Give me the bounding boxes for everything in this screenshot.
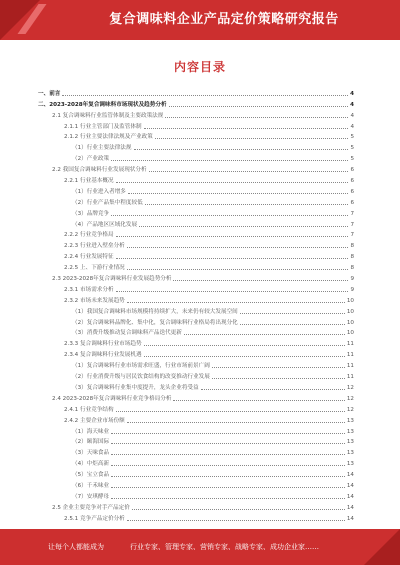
toc-page-number: 13 <box>346 461 354 468</box>
toc-entry-text: 2.2.4 行业发展特征 <box>64 254 114 261</box>
toc-entry-text: （2）行业消费升级与居民饮食结构的改变推动行业发展 <box>72 374 210 381</box>
toc-entry-text: （3）复合调味料行业集中度提升，龙头企业将受益 <box>72 384 199 391</box>
toc-page-number: 7 <box>350 232 354 239</box>
toc-dot-leader <box>144 356 345 357</box>
toc-page-number: 14 <box>346 493 354 500</box>
toc-dot-leader <box>111 476 345 477</box>
toc-entry-text: 2.5 企业主要竞争对手产品定价 <box>52 504 130 511</box>
toc-entry-text: （3）品牌竞争 <box>72 210 110 217</box>
toc-entry[interactable] <box>38 500 354 511</box>
toc-entry-text: 2.2.2 行业竞争格局 <box>64 232 114 239</box>
toc-entry-text: 2.3.3 复合调味料行业市场趋势 <box>64 341 142 348</box>
toc-dot-leader <box>212 367 345 368</box>
toc-page-number: 4 <box>350 112 354 119</box>
toc-entry-text: 2.1.1 行业主管部门及监管体制 <box>64 123 142 130</box>
toc-page-number: 9 <box>350 276 354 283</box>
toc-page-number: 10 <box>346 308 354 315</box>
toc-entry-text: （4）中炬高新 <box>72 461 110 468</box>
toc-entry[interactable] <box>38 119 354 130</box>
toc-dot-leader <box>127 520 345 521</box>
toc-page-number: 6 <box>350 199 354 206</box>
toc-page-number: 14 <box>346 472 354 479</box>
toc-page-number: 7 <box>350 221 354 228</box>
toc-page-number: 4 <box>350 101 354 108</box>
toc-page-number: 11 <box>346 363 354 370</box>
toc-entry-text: （1）海天味业 <box>72 428 110 435</box>
toc-dot-leader <box>155 138 349 139</box>
toc-page-number: 8 <box>350 243 354 250</box>
toc-page-number: 7 <box>350 210 354 217</box>
toc-entry-text: 2.3.2 市场未来发展趋势 <box>64 297 125 304</box>
toc-page-number: 13 <box>346 439 354 446</box>
toc-entry[interactable] <box>38 130 354 141</box>
toc-entry[interactable] <box>38 217 354 228</box>
toc-dot-leader <box>173 280 348 281</box>
toc-entry[interactable] <box>38 456 354 467</box>
toc-dot-leader <box>127 422 345 423</box>
toc-entry-text: 2.3 2023-2028年复合调味料行业发展趋势分析 <box>52 276 172 283</box>
toc-entry-text: （2）行业产品集中程度较低 <box>72 199 143 206</box>
toc-dot-leader <box>111 443 345 444</box>
toc-heading: 内容目录 <box>173 60 226 74</box>
toc-dot-leader <box>184 334 345 335</box>
toc-page-number: 13 <box>346 428 354 435</box>
toc-entry-text: 二、2023-2028年复合调味料市场现状及趋势分析 <box>38 101 167 108</box>
toc-entry[interactable] <box>38 478 354 489</box>
toc-entry-text: （6）千禾味业 <box>72 482 110 489</box>
toc-page-number: 14 <box>346 482 354 489</box>
toc-entry-text: （1）我国复合调味料市场规模将持续扩大，未来仍有较大发展空间 <box>72 308 238 315</box>
toc-page-number: 5 <box>350 134 354 141</box>
toc-page-number: 8 <box>350 265 354 272</box>
toc-dot-leader <box>240 313 345 314</box>
footer-slogan-right: 行业专家、管理专家、营销专家、战略专家、成功企业家…… <box>130 543 319 551</box>
toc-entry[interactable] <box>38 195 354 206</box>
toc-entry[interactable] <box>38 271 354 282</box>
toc-page-number: 12 <box>346 406 354 413</box>
toc-entry[interactable] <box>38 380 354 391</box>
toc-dot-leader <box>134 149 349 150</box>
toc-dot-leader <box>111 487 345 488</box>
toc-dot-leader <box>111 215 348 216</box>
toc-page-number: 13 <box>346 450 354 457</box>
toc-entry[interactable] <box>38 489 354 500</box>
toc-entry[interactable] <box>38 336 354 347</box>
toc-dot-leader <box>116 258 349 259</box>
toc-entry-text: （1）复合调味料行业市场需求旺盛，行业市场前景广阔 <box>72 363 210 370</box>
toc-entry[interactable] <box>38 228 354 239</box>
toc-entry-text: （3）消费升级推动复合调味料产品迭代更新 <box>72 330 182 337</box>
toc-entry-text: （4）产品地区区域化发展 <box>72 221 138 228</box>
toc-page-number: 5 <box>350 145 354 152</box>
toc-page-number: 5 <box>350 156 354 163</box>
toc-entry-text: 2.4 2023-2028年复合调味料行业竞争格局分析 <box>52 395 172 402</box>
toc-dot-leader <box>169 106 349 107</box>
toc-entry[interactable] <box>38 424 354 435</box>
toc-entry[interactable] <box>38 282 354 293</box>
toc-page-number: 10 <box>346 330 354 337</box>
toc-entry-text: 2.4.1 行业竞争结构 <box>64 406 114 413</box>
toc-entry-text: （7）安琪酵母 <box>72 493 110 500</box>
toc-entry-text: （3）天味食品 <box>72 450 110 457</box>
toc-entry[interactable] <box>38 467 354 478</box>
toc-entry-text: 2.4.2 主要企业市场份额 <box>64 417 125 424</box>
toc-dot-leader <box>149 171 349 172</box>
toc-entry[interactable] <box>38 445 354 456</box>
toc-entry[interactable] <box>38 140 354 151</box>
toc-entry[interactable] <box>38 86 354 97</box>
toc-page-number: 6 <box>350 188 354 195</box>
toc-entry[interactable] <box>38 184 354 195</box>
toc-dot-leader <box>127 302 345 303</box>
toc-entry-text: （2）产业政策 <box>72 156 110 163</box>
toc-entry[interactable] <box>38 206 354 217</box>
toc-dot-leader <box>145 204 349 205</box>
toc-entry-text: 2.3.1 市场需求分析 <box>64 286 114 293</box>
toc-dot-leader <box>127 247 349 248</box>
toc-page-number: 10 <box>346 319 354 326</box>
toc-entry-text: （1）行业进入者增多 <box>72 188 126 195</box>
toc-dot-leader <box>127 269 349 270</box>
toc-entry-text: 一、前言 <box>38 90 61 97</box>
toc-entry-text: 2.3.4 复合调味料行业发展机遇 <box>64 352 142 359</box>
toc-page-number: 10 <box>346 297 354 304</box>
toc-entry[interactable] <box>38 315 354 326</box>
toc-dot-leader <box>111 160 348 161</box>
toc-dot-leader <box>139 226 348 227</box>
footer-banner <box>0 529 400 565</box>
toc-dot-leader <box>111 465 345 466</box>
toc-dot-leader <box>212 378 345 379</box>
toc-page-number: 4 <box>350 123 354 130</box>
toc-entry-text: 2.1.2 行业主要法律法规及产业政策 <box>64 134 153 141</box>
toc-entry[interactable] <box>38 249 354 260</box>
toc-page-number: 11 <box>346 374 354 381</box>
toc-dot-leader <box>116 182 349 183</box>
toc-entry[interactable] <box>38 435 354 446</box>
toc-dot-leader <box>132 509 345 510</box>
toc-entry[interactable] <box>38 260 354 271</box>
toc-dot-leader <box>128 193 349 194</box>
toc-page-number: 6 <box>350 167 354 174</box>
toc-page-number: 14 <box>346 515 354 522</box>
toc-dot-leader <box>144 345 345 346</box>
toc-dot-leader <box>111 454 345 455</box>
toc-entry[interactable] <box>38 413 354 424</box>
toc-page-number: 12 <box>346 395 354 402</box>
toc-page-number: 13 <box>346 417 354 424</box>
toc-entry[interactable] <box>38 304 354 315</box>
toc-entry-text: 2.5.1 竞争产品定价分析 <box>64 515 125 522</box>
toc-entry[interactable] <box>38 151 354 162</box>
footer-slogan-left: 让每个人都能成为 <box>48 543 104 551</box>
toc-page-number: 8 <box>350 254 354 261</box>
toc-page-number: 6 <box>350 178 354 185</box>
toc-entry-text: 2.1 复合调味料行业监管体制及主要政策法规 <box>52 112 164 119</box>
toc-entry[interactable] <box>38 162 354 173</box>
toc-dot-leader <box>165 117 348 118</box>
toc-entry-text: 2.2.3 行业进入壁垒分析 <box>64 243 125 250</box>
toc-entry[interactable] <box>38 97 354 108</box>
header-banner <box>0 0 400 40</box>
toc-dot-leader <box>144 128 349 129</box>
toc-dot-leader <box>111 498 345 499</box>
toc-entry-text: （2）颐海国际 <box>72 439 110 446</box>
toc-dot-leader <box>116 411 345 412</box>
toc-dot-leader <box>173 400 344 401</box>
toc-entry[interactable] <box>38 402 354 413</box>
toc-page-number: 11 <box>346 341 354 348</box>
toc-dot-leader <box>116 291 349 292</box>
toc-entry[interactable] <box>38 358 354 369</box>
toc-page-number: 14 <box>346 504 354 511</box>
toc-page-number: 4 <box>350 90 354 97</box>
footer-corner-decoration <box>364 529 400 565</box>
toc-entry-text: （2）复合调味料品牌化、集中化，复合调味料行业格局将出现分化 <box>72 319 238 326</box>
toc-dot-leader <box>111 433 345 434</box>
toc-page-number: 9 <box>350 286 354 293</box>
toc-entry[interactable] <box>38 173 354 184</box>
toc-entry[interactable] <box>38 369 354 380</box>
table-of-contents <box>38 86 354 522</box>
toc-dot-leader <box>116 236 349 237</box>
toc-entry[interactable] <box>38 347 354 358</box>
toc-dot-leader <box>62 95 348 96</box>
toc-entry[interactable] <box>38 391 354 402</box>
report-title: 复合调味料企业产品定价策略研究报告 <box>109 12 339 27</box>
toc-entry[interactable] <box>38 108 354 119</box>
toc-entry-text: （5）宝立食品 <box>72 472 110 479</box>
toc-entry[interactable] <box>38 293 354 304</box>
toc-entry-text: （1）行业主要法律法规 <box>72 145 132 152</box>
toc-entry[interactable] <box>38 511 354 522</box>
toc-dot-leader <box>240 324 345 325</box>
toc-entry[interactable] <box>38 238 354 249</box>
toc-entry-text: 2.2.5 上、下游行业情况 <box>64 265 125 272</box>
toc-entry-text: 2.2.1 行业基本概况 <box>64 178 114 185</box>
toc-dot-leader <box>201 389 345 390</box>
toc-page-number: 12 <box>346 384 354 391</box>
toc-page-number: 11 <box>346 352 354 359</box>
toc-entry[interactable] <box>38 326 354 337</box>
toc-entry-text: 2.2 我国复合调味料行业发展现状分析 <box>52 167 147 174</box>
